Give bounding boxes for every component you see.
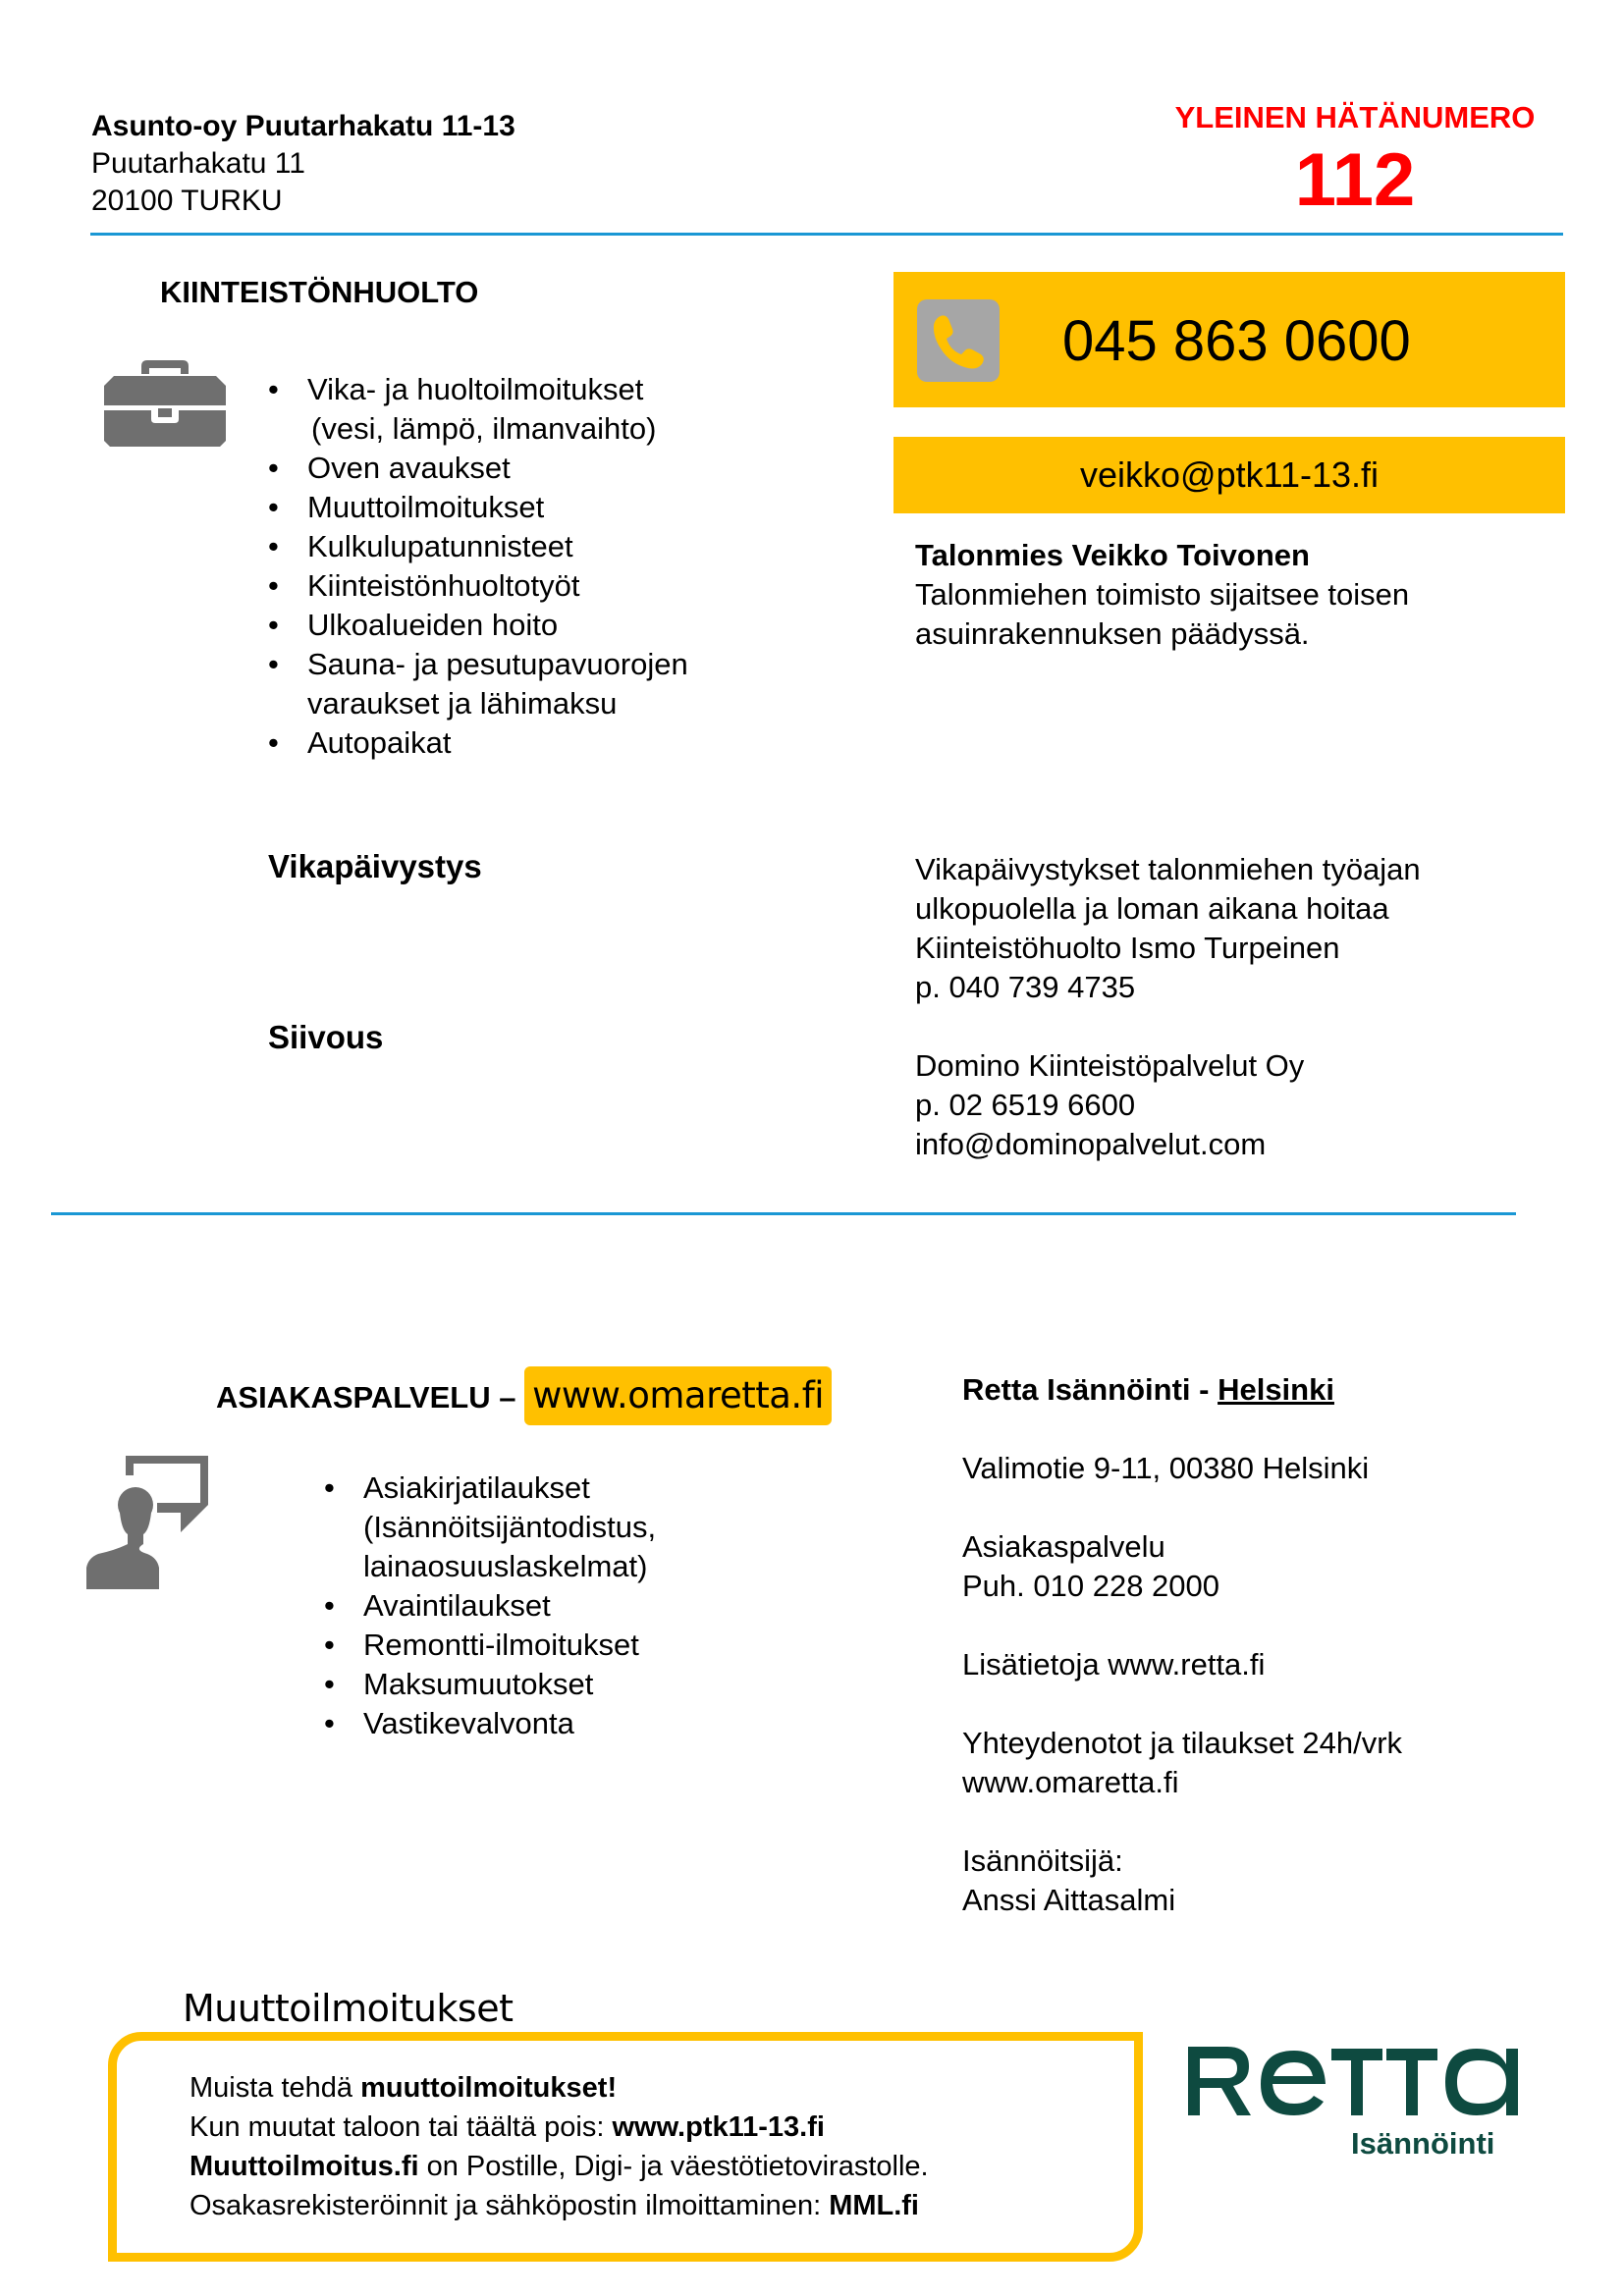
emergency-label: YLEINEN HÄTÄNUMERO xyxy=(1174,100,1536,134)
association-address xyxy=(91,108,515,220)
maintenance-email-box xyxy=(893,437,1565,513)
maintenance-title: KIINTEISTÖNHUOLTO xyxy=(160,275,479,309)
list-item: • Ulkoalueiden hoito xyxy=(268,608,559,642)
moving-notice-text xyxy=(189,2068,929,2225)
cleaning-title: Siivous xyxy=(268,1019,384,1055)
customer-service-title: ASIAKASPALVELU – www.omaretta.fi xyxy=(216,1366,832,1427)
on-call-title: Vikapäivystys xyxy=(268,848,482,884)
person-speech-icon xyxy=(86,1456,214,1593)
muuttoilmoitus-link[interactable]: Muuttoilmoitus.fi xyxy=(189,2151,419,2182)
section-divider xyxy=(51,1212,1516,1215)
retta-title: Retta Isännöinti - Helsinki xyxy=(962,1372,1334,1407)
header-divider xyxy=(90,233,1563,236)
on-call-info xyxy=(915,850,1421,1164)
list-item: • Kiinteistönhuoltotyöt xyxy=(268,568,580,603)
on-call-phone: p. 040 739 4735 xyxy=(915,970,1136,1004)
retta-address: Valimotie 9-11, 00380 Helsinki xyxy=(962,1451,1370,1485)
janitor-note-line: asuinrakennuksen päädyssä. xyxy=(915,616,1310,651)
cleaning-email[interactable]: info@dominopalvelut.com xyxy=(915,1127,1267,1161)
moving-line: Muista tehdä muuttoilmoitukset! xyxy=(189,2072,618,2104)
helsinki-link[interactable]: Helsinki xyxy=(1218,1372,1334,1407)
janitor-info xyxy=(915,536,1409,654)
list-item: • Oven avaukset xyxy=(268,451,511,485)
moving-title: Muuttoilmoitukset xyxy=(183,1987,514,2030)
maintenance-list xyxy=(268,370,688,763)
maintenance-phone-box xyxy=(893,272,1565,407)
customer-service-list xyxy=(324,1468,657,1743)
contact-url[interactable]: www.omaretta.fi xyxy=(962,1765,1179,1799)
logo-subtitle: Isännöinti xyxy=(1351,2126,1495,2161)
list-item: • Muuttoilmoitukset xyxy=(268,490,545,524)
janitor-name: Talonmies Veikko Toivonen xyxy=(915,538,1310,572)
omaretta-link[interactable]: www.omaretta.fi xyxy=(524,1366,832,1425)
list-item: • Maksumuutokset xyxy=(324,1667,594,1701)
list-item: • Sauna- ja pesutupavuorojen varaukset ja lähimaksu xyxy=(268,647,688,721)
janitor-note-line: Talonmiehen toimisto sijaitsee toisen xyxy=(915,577,1410,612)
moving-line: Osakasrekisteröinnit ja sähköpostin ilmoittaminen: MML.fi xyxy=(189,2190,919,2221)
emergency-number: 112 xyxy=(1294,138,1416,222)
list-item: • Autopaikat xyxy=(268,725,452,760)
phone-icon xyxy=(917,299,1000,382)
service-label: Asiakaspalvelu xyxy=(962,1529,1165,1564)
manager-label: Isännöitsijä: xyxy=(962,1843,1123,1878)
list-item: • Remontti-ilmoitukset xyxy=(324,1628,639,1662)
on-call-line: Vikapäivystykset talonmiehen työajan xyxy=(915,852,1421,886)
postal-city: 20100 TURKU xyxy=(91,185,283,217)
cleaning-company: Domino Kiinteistöpalvelut Oy xyxy=(915,1048,1305,1083)
list-item: • Asiakirjatilaukset (Isännöitsijäntodistus, lainaosuuslaskelmat) xyxy=(324,1470,657,1583)
list-item: • Vika- ja huoltoilmoitukset (vesi, lämpö, ilmanvaihto) xyxy=(268,372,657,446)
moving-notice-box xyxy=(108,2032,1143,2262)
maintenance-email-link[interactable]: veikko@ptk11-13.fi xyxy=(1079,454,1379,495)
list-item: • Kulkulupatunnisteet xyxy=(268,529,573,563)
cleaning-phone: p. 02 6519 6600 xyxy=(915,1088,1136,1122)
manager-name: Anssi Aittasalmi xyxy=(962,1883,1176,1917)
moving-line: Muuttoilmoitus.fi on Postille, Digi- ja väestötietovirastolle. xyxy=(189,2151,929,2182)
emergency-number-block xyxy=(1149,98,1561,222)
street-address: Puutarhakatu 11 xyxy=(91,147,305,180)
list-item: • Avaintilaukset xyxy=(324,1588,551,1623)
retta-contact-info xyxy=(962,1370,1402,1920)
maintenance-phone-number[interactable]: 045 863 0600 xyxy=(1062,309,1411,373)
association-name: Asunto-oy Puutarhakatu 11-13 xyxy=(91,110,515,142)
contact-label: Yhteydenotot ja tilaukset 24h/vrk xyxy=(962,1726,1403,1760)
mml-link[interactable]: MML.fi xyxy=(829,2190,919,2221)
on-call-line: Kiinteistöhuolto Ismo Turpeinen xyxy=(915,931,1340,965)
on-call-line: ulkopuolella ja loman aikana hoitaa xyxy=(915,891,1389,926)
ptk-website-link[interactable]: www.ptk11-13.fi xyxy=(612,2111,825,2143)
toolbox-icon xyxy=(104,358,226,447)
list-item: • Vastikevalvonta xyxy=(324,1706,574,1740)
service-phone: Puh. 010 228 2000 xyxy=(962,1569,1220,1603)
moving-line: Kun muutat taloon tai täältä pois: www.ptk11-13.fi xyxy=(189,2111,825,2143)
more-info: Lisätietoja www.retta.fi xyxy=(962,1647,1266,1682)
